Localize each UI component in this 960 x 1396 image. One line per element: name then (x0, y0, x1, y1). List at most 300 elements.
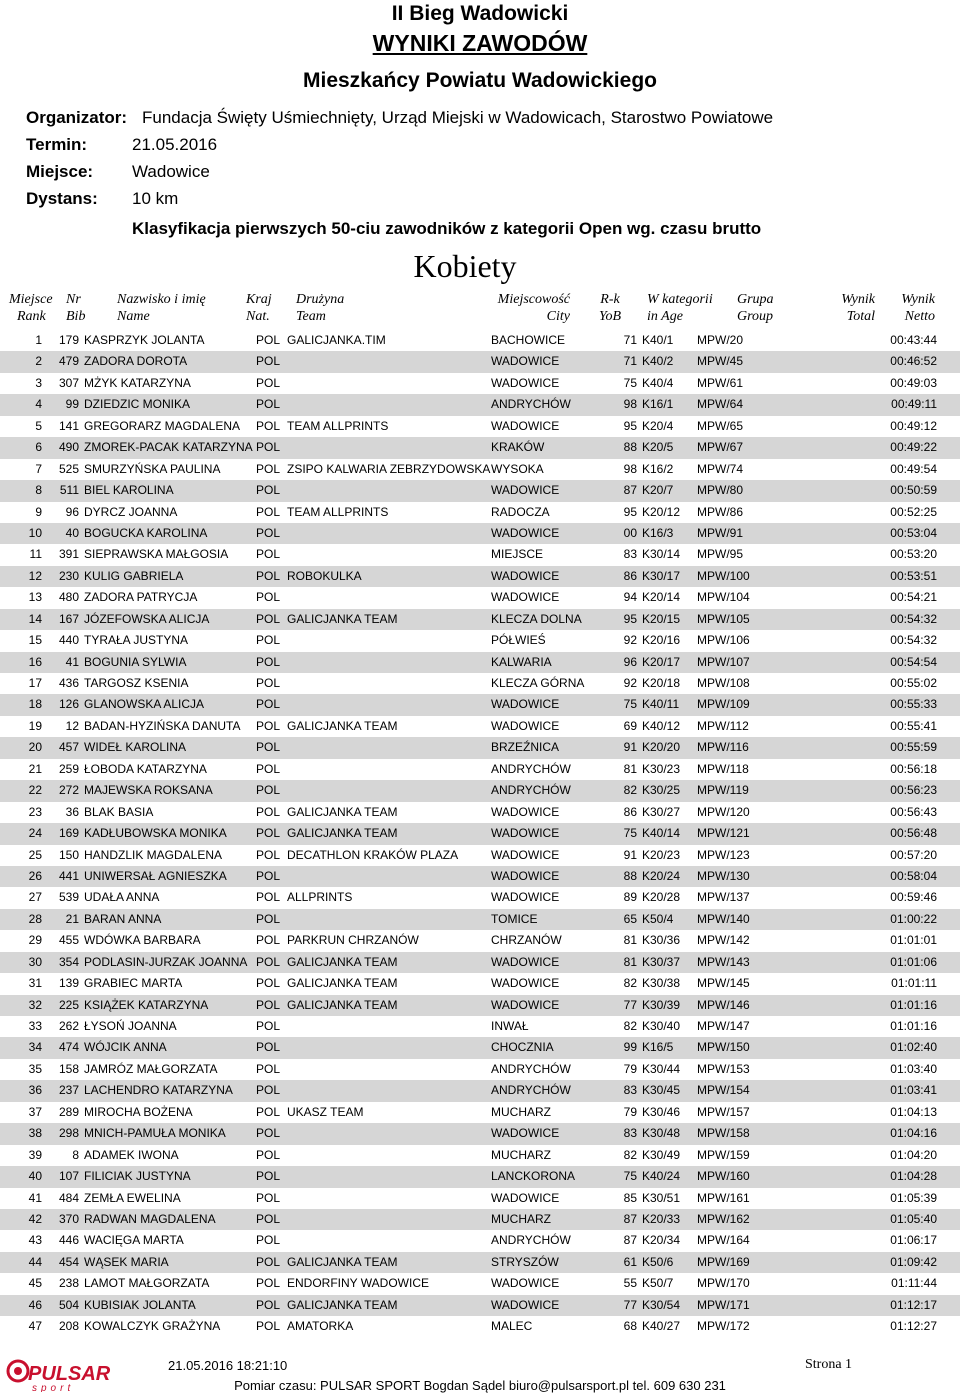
table-row (0, 566, 960, 587)
table-row (0, 459, 960, 480)
team-cell: GALICJANKA.TIM (287, 333, 386, 347)
name-cell: ZADORA DOROTA (84, 354, 188, 369)
rank-cell: 32 (28, 997, 42, 1012)
nation-cell: POL (256, 1297, 281, 1312)
net-time-cell: 00:55:59 (890, 740, 937, 755)
name-cell: JAMRÓZ MAŁGORZATA (84, 1061, 218, 1076)
city-cell: WADOWICE (491, 418, 560, 433)
group-cell: MPW/172 (697, 1319, 750, 1334)
bib-cell: 96 (65, 504, 79, 519)
nation-cell: POL (256, 804, 281, 819)
city-cell: WADOWICE (491, 847, 560, 862)
nation-cell: POL (256, 783, 281, 798)
name-cell: PODLASIN-JURZAK JOANNA (84, 954, 248, 969)
rank-cell: 42 (28, 1211, 42, 1226)
team-cell: TEAM ALLPRINTS (287, 504, 389, 519)
bib-cell: 139 (58, 976, 79, 991)
table-row (0, 1016, 960, 1037)
team-cell: AMATORKA (287, 1319, 354, 1334)
birth-year-cell: 81 (623, 954, 637, 969)
age-category-cell: K30/45 (642, 1083, 681, 1098)
table-row (0, 1059, 960, 1080)
rank-cell: 45 (28, 1276, 42, 1291)
birth-year-cell: 71 (623, 333, 637, 347)
bib-cell: 158 (58, 1061, 79, 1076)
nation-cell: POL (256, 1061, 281, 1076)
bib-cell: 479 (58, 354, 79, 369)
bib-cell: 539 (58, 890, 79, 905)
group-cell: MPW/108 (697, 676, 750, 690)
table-row (0, 780, 960, 801)
name-cell: ADAMEK IWONA (84, 1147, 179, 1162)
age-category-cell: K20/7 (642, 483, 674, 498)
age-category-cell: K30/37 (642, 954, 681, 969)
name-cell: FILICIAK JUSTYNA (84, 1169, 191, 1184)
group-cell: MPW/116 (697, 740, 749, 755)
table-row (0, 416, 960, 437)
birth-year-cell: 86 (623, 568, 637, 583)
age-category-cell: K20/17 (642, 654, 681, 669)
net-time-cell: 00:56:23 (890, 783, 937, 798)
name-cell: ZEMŁA EWELINA (84, 1190, 181, 1205)
age-category-cell: K40/12 (642, 718, 681, 733)
birth-year-cell: 68 (623, 1319, 637, 1334)
name-cell: KASPRZYK JOLANTA (84, 333, 205, 347)
group-cell: MPW/161 (697, 1190, 750, 1205)
bib-cell: 179 (58, 333, 79, 347)
name-cell: WĄSEK MARIA (84, 1254, 169, 1269)
age-category-cell: K20/23 (642, 847, 681, 862)
table-row (0, 759, 960, 780)
nation-cell: POL (256, 1019, 281, 1033)
nation-cell: POL (256, 483, 281, 498)
birth-year-cell: 88 (623, 868, 637, 883)
nation-cell: POL (256, 504, 281, 519)
nation-cell: POL (256, 676, 281, 690)
net-time-cell: 00:49:12 (890, 418, 937, 433)
net-time-cell: 01:03:41 (890, 1083, 937, 1098)
name-cell: TYRAŁA JUSTYNA (84, 633, 189, 648)
birth-year-cell: 91 (623, 740, 637, 755)
city-cell: PÓŁWIEŚ (491, 633, 546, 648)
age-category-cell: K30/23 (642, 761, 681, 776)
group-cell: MPW/80 (697, 483, 744, 498)
city-cell: WADOWICE (491, 568, 560, 583)
birth-year-cell: 92 (623, 633, 637, 648)
net-time-cell: 01:00:22 (890, 911, 937, 926)
name-cell: GREGORARZ MAGDALENA (84, 418, 241, 433)
results-table (0, 330, 960, 1338)
birth-year-cell: 75 (623, 1169, 637, 1184)
bib-cell: 107 (58, 1169, 79, 1184)
age-category-cell: K20/12 (642, 504, 681, 519)
nation-cell: POL (256, 397, 281, 412)
birth-year-cell: 77 (623, 997, 637, 1012)
nation-cell: POL (256, 568, 281, 583)
group-cell: MPW/61 (697, 375, 744, 390)
name-cell: KUBISIAK JOLANTA (84, 1297, 196, 1312)
age-category-cell: K20/4 (642, 418, 674, 433)
table-row (0, 544, 960, 565)
organizer-value: Fundacja Święty Uśmiechnięty, Urząd Miejski w Wadowicach, Starostwo Powiatowe (142, 108, 774, 127)
group-cell: MPW/123 (697, 847, 750, 862)
nation-cell: POL (256, 440, 281, 455)
birth-year-cell: 92 (623, 676, 637, 690)
net-time-cell: 01:06:17 (890, 1233, 937, 1248)
rank-cell: 22 (28, 783, 42, 798)
name-cell: KADŁUBOWSKA MONIKA (84, 826, 227, 841)
age-category-cell: K40/14 (642, 826, 681, 841)
birth-year-cell: 75 (623, 697, 637, 712)
age-category-cell: K30/39 (642, 997, 681, 1012)
col-group-header: Grupa Group (737, 292, 774, 324)
city-cell: KALWARIA (491, 654, 552, 669)
net-time-cell: 01:04:16 (890, 1126, 937, 1141)
net-time-cell: 00:56:18 (890, 761, 937, 776)
rank-cell: 28 (28, 911, 42, 926)
nation-cell: POL (256, 1211, 281, 1226)
bib-cell: 99 (65, 397, 79, 412)
table-row (0, 716, 960, 737)
table-row (0, 673, 960, 694)
city-cell: BACHOWICE (491, 333, 566, 347)
classification-note: Klasyfikacja pierwszych 50-ciu zawodników z kategorii Open wg. czasu brutto (132, 219, 762, 238)
birth-year-cell: 86 (623, 804, 637, 819)
group-cell: MPW/150 (697, 1040, 750, 1055)
group-cell: MPW/45 (697, 354, 744, 369)
birth-year-cell: 99 (623, 1040, 637, 1055)
city-cell: LANCKORONA (491, 1169, 576, 1184)
name-cell: MAJEWSKA ROKSANA (84, 783, 213, 798)
group-cell: MPW/106 (697, 633, 750, 648)
nation-cell: POL (256, 697, 281, 712)
name-cell: JÓZEFOWSKA ALICJA (84, 611, 210, 626)
city-cell: STRYSZÓW (491, 1254, 559, 1269)
rank-cell: 30 (28, 954, 42, 969)
bib-cell: 298 (58, 1126, 79, 1141)
col-team-header: Drużyna Team (296, 292, 345, 324)
net-time-cell: 01:01:16 (890, 997, 937, 1012)
nation-cell: POL (256, 1126, 281, 1141)
rank-cell: 41 (28, 1190, 42, 1205)
bib-cell: 391 (58, 547, 79, 562)
age-category-cell: K20/28 (642, 890, 681, 905)
rank-cell: 23 (28, 804, 42, 819)
audience-heading: Mieszkańcy Powiatu Wadowickiego (303, 69, 657, 92)
table-row (0, 1209, 960, 1230)
nation-cell: POL (256, 654, 281, 669)
table-row (0, 887, 960, 908)
nation-cell: POL (256, 1083, 281, 1098)
city-cell: WADOWICE (491, 954, 560, 969)
name-cell: KSIĄŻEK KATARZYNA (84, 997, 209, 1012)
group-cell: MPW/171 (697, 1297, 750, 1312)
table-row (0, 1316, 960, 1337)
city-cell: CHOCZNIA (491, 1040, 554, 1055)
table-row (0, 587, 960, 608)
table-row (0, 630, 960, 651)
city-cell: BRZEŹNICA (491, 740, 560, 755)
team-cell: GALICJANKA TEAM (287, 1254, 398, 1269)
age-category-cell: K20/33 (642, 1211, 681, 1226)
rank-cell: 47 (28, 1319, 42, 1334)
net-time-cell: 00:54:32 (890, 633, 937, 648)
city-cell: MUCHARZ (491, 1104, 551, 1119)
distance-value: 10 km (132, 189, 179, 208)
table-row (0, 609, 960, 630)
name-cell: BIEL KAROLINA (84, 483, 174, 498)
name-cell: DZIEDZIC MONIKA (84, 397, 191, 412)
bib-cell: 454 (58, 1254, 79, 1269)
net-time-cell: 00:56:43 (890, 804, 937, 819)
nation-cell: POL (256, 1104, 281, 1119)
team-cell: DECATHLON KRAKÓW PLAZA (287, 847, 459, 862)
birth-year-cell: 89 (623, 890, 637, 905)
net-time-cell: 01:01:11 (891, 976, 937, 991)
table-row (0, 1080, 960, 1101)
timing-credits: Pomiar czasu: PULSAR SPORT Bogdan Sądel biuro@pulsarsport.pl tel. 609 630 231 (234, 1378, 726, 1393)
city-cell: WADOWICE (491, 976, 560, 991)
net-time-cell: 01:03:40 (890, 1061, 937, 1076)
team-cell: ZSIPO KALWARIA ZEBRZYDOWSKA (287, 461, 491, 476)
city-cell: WADOWICE (491, 890, 560, 905)
age-category-cell: K16/1 (642, 397, 674, 412)
bib-cell: 446 (58, 1233, 79, 1248)
table-row (0, 351, 960, 372)
age-category-cell: K30/51 (642, 1190, 681, 1205)
net-time-cell: 00:49:03 (890, 375, 937, 390)
nation-cell: POL (256, 868, 281, 883)
birth-year-cell: 87 (623, 1211, 637, 1226)
nation-cell: POL (256, 997, 281, 1012)
birth-year-cell: 69 (623, 718, 637, 733)
age-category-cell: K20/18 (642, 676, 681, 690)
city-cell: ANDRYCHÓW (491, 397, 571, 412)
bib-cell: 237 (58, 1083, 79, 1098)
rank-cell: 44 (28, 1254, 42, 1269)
city-cell: ANDRYCHÓW (491, 1233, 571, 1248)
rank-cell: 17 (28, 676, 42, 690)
city-cell: WADOWICE (491, 1297, 560, 1312)
net-time-cell: 00:53:20 (890, 547, 937, 562)
bib-cell: 259 (58, 761, 79, 776)
age-category-cell: K20/34 (642, 1233, 681, 1248)
name-cell: UNIWERSAŁ AGNIESZKA (84, 868, 227, 883)
name-cell: LAMOT MAŁGORZATA (84, 1276, 210, 1291)
group-cell: MPW/145 (697, 976, 750, 991)
bib-cell: 480 (58, 590, 79, 605)
col-category-header: W kategorii in Age (647, 292, 713, 324)
group-cell: MPW/157 (697, 1104, 750, 1119)
age-category-cell: K20/20 (642, 740, 681, 755)
nation-cell: POL (256, 1254, 281, 1269)
col-city-header: Miejscowość City (497, 292, 570, 324)
bib-cell: 441 (58, 868, 79, 883)
team-cell: TEAM ALLPRINTS (287, 418, 389, 433)
city-cell: CHRZANÓW (491, 933, 562, 948)
age-category-cell: K40/2 (642, 354, 674, 369)
net-time-cell: 01:11:44 (891, 1276, 937, 1291)
net-time-cell: 01:01:16 (890, 1019, 937, 1033)
nation-cell: POL (256, 1190, 281, 1205)
group-cell: MPW/147 (697, 1019, 750, 1033)
group-cell: MPW/67 (697, 440, 744, 455)
group-cell: MPW/109 (697, 697, 750, 712)
age-category-cell: K30/25 (642, 783, 681, 798)
nation-cell: POL (256, 461, 281, 476)
place-label: Miejsce: (26, 162, 94, 181)
age-category-cell: K40/1 (642, 333, 674, 347)
birth-year-cell: 95 (623, 418, 637, 433)
table-row (0, 823, 960, 844)
rank-cell: 12 (28, 568, 42, 583)
bib-cell: 238 (58, 1276, 79, 1291)
net-time-cell: 01:09:42 (890, 1254, 937, 1269)
group-cell: MPW/64 (697, 397, 744, 412)
age-category-cell: K50/7 (642, 1276, 674, 1291)
table-row (0, 652, 960, 673)
group-cell: MPW/65 (697, 418, 744, 433)
nation-cell: POL (256, 354, 281, 369)
name-cell: ZMOREK-PACAK KATARZYNA (84, 440, 253, 455)
nation-cell: POL (256, 1169, 281, 1184)
name-cell: WDÓWKA BARBARA (84, 933, 201, 948)
age-category-cell: K40/24 (642, 1169, 681, 1184)
rank-cell: 8 (35, 483, 42, 498)
name-cell: BADAN-HYZIŃSKA DANUTA (84, 718, 241, 733)
net-time-cell: 01:01:06 (890, 954, 937, 969)
rank-cell: 7 (35, 461, 42, 476)
svg-text:sport: sport (32, 1383, 75, 1392)
print-timestamp: 21.05.2016 18:21:10 (168, 1358, 288, 1373)
group-cell: MPW/143 (697, 954, 750, 969)
col-nat-header: Kraj Nat. (246, 292, 272, 324)
group-cell: MPW/121 (697, 826, 750, 841)
nation-cell: POL (256, 761, 281, 776)
table-row (0, 502, 960, 523)
group-cell: MPW/159 (697, 1147, 750, 1162)
rank-cell: 5 (35, 418, 42, 433)
team-cell: GALICJANKA TEAM (287, 976, 398, 991)
city-cell: WADOWICE (491, 375, 560, 390)
team-cell: GALICJANKA TEAM (287, 611, 398, 626)
bib-cell: 40 (65, 525, 79, 540)
city-cell: TOMICE (491, 911, 538, 926)
age-category-cell: K30/27 (642, 804, 681, 819)
bib-cell: 150 (58, 847, 79, 862)
group-cell: MPW/104 (697, 590, 750, 605)
nation-cell: POL (256, 954, 281, 969)
bib-cell: 440 (58, 633, 79, 648)
age-category-cell: K30/14 (642, 547, 681, 562)
rank-cell: 3 (35, 375, 42, 390)
city-cell: WADOWICE (491, 1190, 560, 1205)
birth-year-cell: 81 (623, 761, 637, 776)
city-cell: WADOWICE (491, 354, 560, 369)
table-row (0, 952, 960, 973)
name-cell: GLANOWSKA ALICJA (84, 697, 205, 712)
category-heading: Kobiety (413, 248, 517, 284)
rank-cell: 20 (28, 740, 42, 755)
birth-year-cell: 65 (623, 911, 637, 926)
city-cell: INWAŁ (491, 1019, 529, 1033)
bib-cell: 167 (58, 611, 79, 626)
name-cell: ŁYSOŃ JOANNA (84, 1019, 177, 1033)
bib-cell: 21 (65, 911, 79, 926)
city-cell: WADOWICE (491, 697, 560, 712)
name-cell: KULIG GABRIELA (84, 568, 184, 583)
birth-year-cell: 82 (623, 976, 637, 991)
age-category-cell: K50/6 (642, 1254, 674, 1269)
net-time-cell: 01:04:28 (890, 1169, 937, 1184)
nation-cell: POL (256, 911, 281, 926)
city-cell: MUCHARZ (491, 1147, 551, 1162)
team-cell: UKASZ TEAM (287, 1104, 364, 1119)
name-cell: MIROCHA BOŻENA (84, 1104, 193, 1119)
city-cell: ANDRYCHÓW (491, 783, 571, 798)
table-row (0, 1102, 960, 1123)
group-cell: MPW/100 (697, 568, 750, 583)
table-row (0, 930, 960, 951)
bib-cell: 12 (65, 718, 79, 733)
rank-cell: 36 (28, 1083, 42, 1098)
bib-cell: 289 (58, 1104, 79, 1119)
age-category-cell: K40/27 (642, 1319, 681, 1334)
table-row (0, 1145, 960, 1166)
city-cell: KRAKÓW (491, 440, 545, 455)
nation-cell: POL (256, 418, 281, 433)
organizer-label: Organizator: (26, 108, 128, 127)
group-cell: MPW/107 (697, 654, 750, 669)
name-cell: BARAN ANNA (84, 911, 162, 926)
rank-cell: 6 (35, 440, 42, 455)
bib-cell: 126 (58, 697, 79, 712)
race-title: II Bieg Wadowicki (391, 2, 569, 25)
group-cell: MPW/86 (697, 504, 744, 519)
rank-cell: 14 (28, 611, 42, 626)
rank-cell: 10 (28, 525, 42, 540)
name-cell: WACIĘGA MARTA (84, 1233, 184, 1248)
table-row (0, 1123, 960, 1144)
nation-cell: POL (256, 333, 281, 347)
birth-year-cell: 77 (623, 1297, 637, 1312)
age-category-cell: K20/15 (642, 611, 681, 626)
birth-year-cell: 82 (623, 1019, 637, 1033)
age-category-cell: K30/36 (642, 933, 681, 948)
city-cell: WADOWICE (491, 826, 560, 841)
name-cell: WÓJCIK ANNA (84, 1040, 167, 1055)
birth-year-cell: 61 (623, 1254, 637, 1269)
net-time-cell: 00:43:44 (890, 333, 937, 347)
team-cell: PARKRUN CHRZANÓW (287, 933, 419, 948)
team-cell: GALICJANKA TEAM (287, 804, 398, 819)
net-time-cell: 00:49:11 (891, 397, 937, 412)
table-row (0, 373, 960, 394)
table-row (0, 802, 960, 823)
net-time-cell: 00:55:33 (890, 697, 937, 712)
net-time-cell: 00:50:59 (890, 483, 937, 498)
net-time-cell: 01:05:39 (890, 1190, 937, 1205)
col-name-header: Nazwisko i imię Name (117, 292, 206, 324)
rank-cell: 4 (35, 397, 42, 412)
col-netto-header: Wynik Netto (901, 292, 935, 324)
name-cell: BLAK BASIA (84, 804, 154, 819)
rank-cell: 25 (28, 847, 42, 862)
rank-cell: 26 (28, 868, 42, 883)
net-time-cell: 00:55:02 (890, 676, 937, 690)
table-row (0, 694, 960, 715)
birth-year-cell: 95 (623, 504, 637, 519)
